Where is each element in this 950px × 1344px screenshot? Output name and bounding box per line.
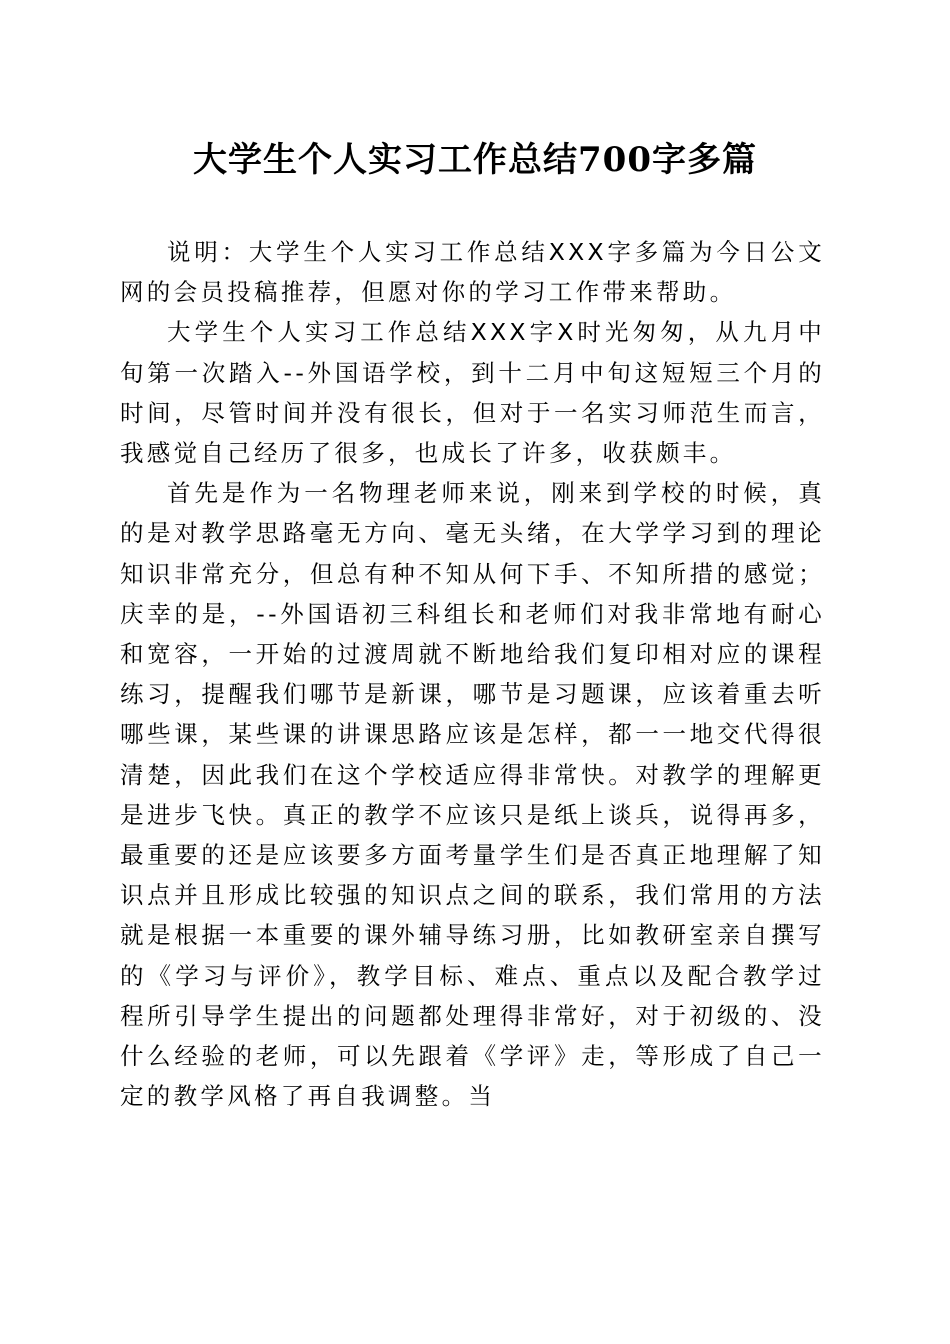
paragraph-overview: 大学生个人实习工作总结XXX字X时光匆匆，从九月中旬第一次踏入--外国语学校，到十二月中旬这短短三个月的时间，尽管时间并没有很长，但对于一名实习师范生而言，我感觉自己经历了很多，也成长了许多，收获颇丰。 — [120, 318, 825, 468]
document-body — [120, 232, 825, 1116]
paragraph-teaching: 首先是作为一名物理老师来说，刚来到学校的时候，真的是对教学思路毫无方向、毫无头绪，在大学学习到的理论知识非常充分，但总有种不知从何下手、不知所措的感觉；庆幸的是，--外国语初三科组长和老师们对我非常地有耐心和宽容，一开始的过渡周就不断地给我们复印相对应的课程练习，提醒我们哪节是新课，哪节是习题课，应该着重去听哪些课，某些课的讲课思路应该是怎样，都一一地交代得很清楚，因此我们在这个学校适应得非常快。对教学的理解更是进步飞快。真正的教学不应该只是纸上谈兵，说得再多，最重要的还是应该要多方面考量学生们是否真正地理解了知识点并且形成比较强的知识点之间的联系，我们常用的方法就是根据一本重要的课外辅导练习册，比如教研室亲自撰写的《学习与评价》，教学目标、难点、重点以及配合教学过程所引导学生提出的问题都处理得非常好，对于初级的、没什么经验的老师，可以先跟着《学评》走，等形成了自己一定的教学风格了再自我调整。当 — [120, 479, 825, 1111]
document-title: 大学生个人实习工作总结700字多篇 — [193, 140, 757, 180]
paragraph-intro: 说明：大学生个人实习工作总结XXX字多篇为今日公文网的会员投稿推荐，但愿对你的学习工作带来帮助。 — [120, 238, 825, 307]
